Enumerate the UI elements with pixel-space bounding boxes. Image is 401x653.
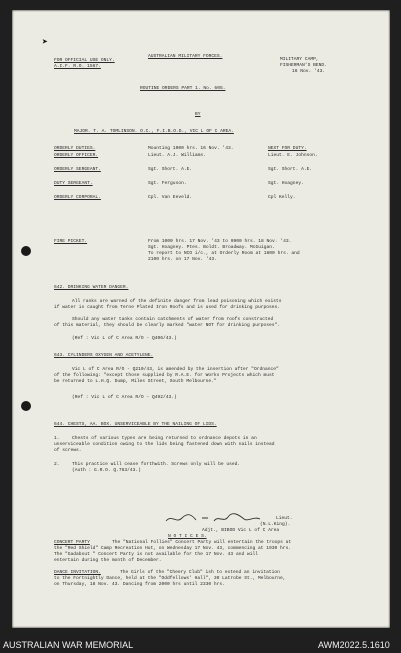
duty-next: Cpl Kelly. xyxy=(268,195,296,200)
order-643-ref: (Ref : Vic L of C Area R/O - Q492/43.) xyxy=(72,395,177,400)
footer-accession-id: AWM2022.5.1610 xyxy=(318,640,390,650)
order-643-text: of the following: "except those supplied by R.A.E. for Works Projects which must xyxy=(54,373,275,378)
order-644-title: 644. CHESTS, AA. BOX. UNSERVICEABLE BY THE NAILING OF LIDS. xyxy=(54,422,217,427)
punch-hole-bottom xyxy=(21,401,31,411)
duty-label: ORDERLY OFFICER. xyxy=(54,153,99,158)
archive-footer xyxy=(0,634,401,653)
order-642-title: 642. DRINKING WATER DANGER. xyxy=(54,285,129,290)
order-642-text: if water is caught from Terne Plated Iron Roofs and is used for drinking purposes. xyxy=(54,305,281,310)
document-title: ROUTINE ORDERS PART 1. No. 605. xyxy=(140,86,226,91)
order-642-text: of this material, they should be clearly marked "water NOT for drinking purposes". xyxy=(54,323,281,328)
duty-next: Lieut. E. Johnson. xyxy=(268,153,318,158)
duty-value: Mounting 1000 hrs. 16 Nov. '43. xyxy=(148,146,234,151)
fire-picket-line: Sgt. Hoagney. Ptes. Boldt. Broadway. McGuigan. xyxy=(148,245,275,250)
duty-label: ORDERLY DUTIES. xyxy=(54,146,96,151)
order-643-text: Vic L of C Area R/O - Q210/43, is amended by the insertion after "Ordnance" xyxy=(72,367,279,372)
order-644-ref: (Auth : G.R.O. Q.763/43.) xyxy=(72,468,141,473)
signature-title: Adjt., BIBOD Vic L of C Area xyxy=(202,528,280,533)
duty-value: Cpl. Van Eeveld. xyxy=(148,195,193,200)
duty-next: Sgt. Hoagney. xyxy=(268,181,304,186)
header-right-2: FISHERMAN'S BEND. xyxy=(280,63,327,68)
document-page xyxy=(12,10,390,628)
order-644-num-2: 2. xyxy=(54,462,60,467)
concert-party-label: CONCERT PARTY xyxy=(54,540,90,545)
by-line: BY xyxy=(195,112,201,117)
order-644-text: This practice will cease forthwith. Screws only will be used. xyxy=(72,462,241,467)
header-right-1: MILITARY CAMP, xyxy=(280,57,319,62)
footer-source: AUSTRALIAN WAR MEMORIAL xyxy=(3,640,134,650)
order-644-text: unserviceable condition owing to the lids being fastened down with nails instead xyxy=(54,442,275,447)
header-left-1: FOR OFFICIAL USE ONLY. xyxy=(54,58,115,63)
dance-text: on Thursday, 18 Nov. 43. Dancing from 2000 hrs until 2330 hrs. xyxy=(54,582,225,587)
order-642-text: All ranks are warned of the definite danger from lead poisoning which exists xyxy=(72,299,282,304)
fire-picket-line: To report to NCO i/c., at Orderly Room at 1800 hrs. and xyxy=(148,251,300,256)
duty-value: Sgt. Short. A.E. xyxy=(148,167,193,172)
order-643-title: 643. CYLINDERS OXYGEN AND ACETYLENE. xyxy=(54,353,154,358)
order-643-text: be returned to L.H.Q. Dump, Miles Street, South Melbourne." xyxy=(54,379,217,384)
corner-mark-icon: ➤ xyxy=(42,38,49,49)
signature-rank: Lieut. xyxy=(276,516,293,521)
dance-invitation-label: DANCE INVITATION. xyxy=(54,570,101,575)
commander-line: MAJOR. T. A. TOMLINSON. O.C., F.I.B.O.D., VIC L OF C AREA. xyxy=(74,129,234,134)
dance-text: The Girls of the "Cheery Club" ish to extend an invitation xyxy=(120,570,280,575)
duty-value: Sgt. Ferguson. xyxy=(148,181,187,186)
order-644-num-1: 1. xyxy=(54,436,60,441)
header-center: AUSTRALIAN MILITARY FORCES. xyxy=(148,54,223,59)
dance-text: to the Fortnightly Dance, held at the "Oddfellows' Hall", 30 Latrobe St., Melbourne, xyxy=(54,576,286,581)
fire-picket-line: From 1000 hrs. 17 Nov. '43 to 0900 hrs. 18 Nov. '43. xyxy=(148,239,292,244)
concert-text: The "Gadabout " Concert Party is not available for the 17 Nov. 43 and will xyxy=(54,552,258,557)
concert-text: the "Red Shield" Camp Recreation Hut, on Wednesday 17 Nov. 43, commencing at 1930 hrs. xyxy=(54,546,292,551)
duty-label: DUTY SERGEANT. xyxy=(54,181,93,186)
punch-hole-top xyxy=(21,246,31,256)
order-642-ref: (Ref : Vic L of C Area R/O - Q406/43.) xyxy=(72,336,177,341)
duty-next: Sgt. Short. A.E. xyxy=(268,167,313,172)
order-644-text: Chests of various types are being returned to ordnance depots in an xyxy=(72,436,257,441)
order-644-text: of screws. xyxy=(54,448,82,453)
duty-next: NEXT FOR DUTY. xyxy=(268,146,307,151)
header-right-3: 16 Nov. '43. xyxy=(292,69,326,74)
fire-picket-label: FIRE PICKET. xyxy=(54,239,88,244)
duty-label: ORDERLY CORPORAL. xyxy=(54,195,101,200)
fire-picket-line: 2100 hrs. on 17 Nov. '43. xyxy=(148,257,217,262)
signature-name: (N.L.King). xyxy=(260,522,291,527)
order-642-text: Should any water tanks contain catchments of water from roofs constructed xyxy=(72,317,274,322)
concert-text: entertain during the month of December. xyxy=(54,558,162,563)
header-left-2: A.I.F. R.O. 1567. xyxy=(54,64,101,69)
notices-heading: N O T I C E S. xyxy=(168,534,207,539)
duty-label: ORDERLY SERGEANT. xyxy=(54,167,101,172)
concert-text: The "National Follies" Concert Party will entertain the troops at xyxy=(112,540,292,545)
duty-value: Lieut. A.J. Williams. xyxy=(148,153,206,158)
